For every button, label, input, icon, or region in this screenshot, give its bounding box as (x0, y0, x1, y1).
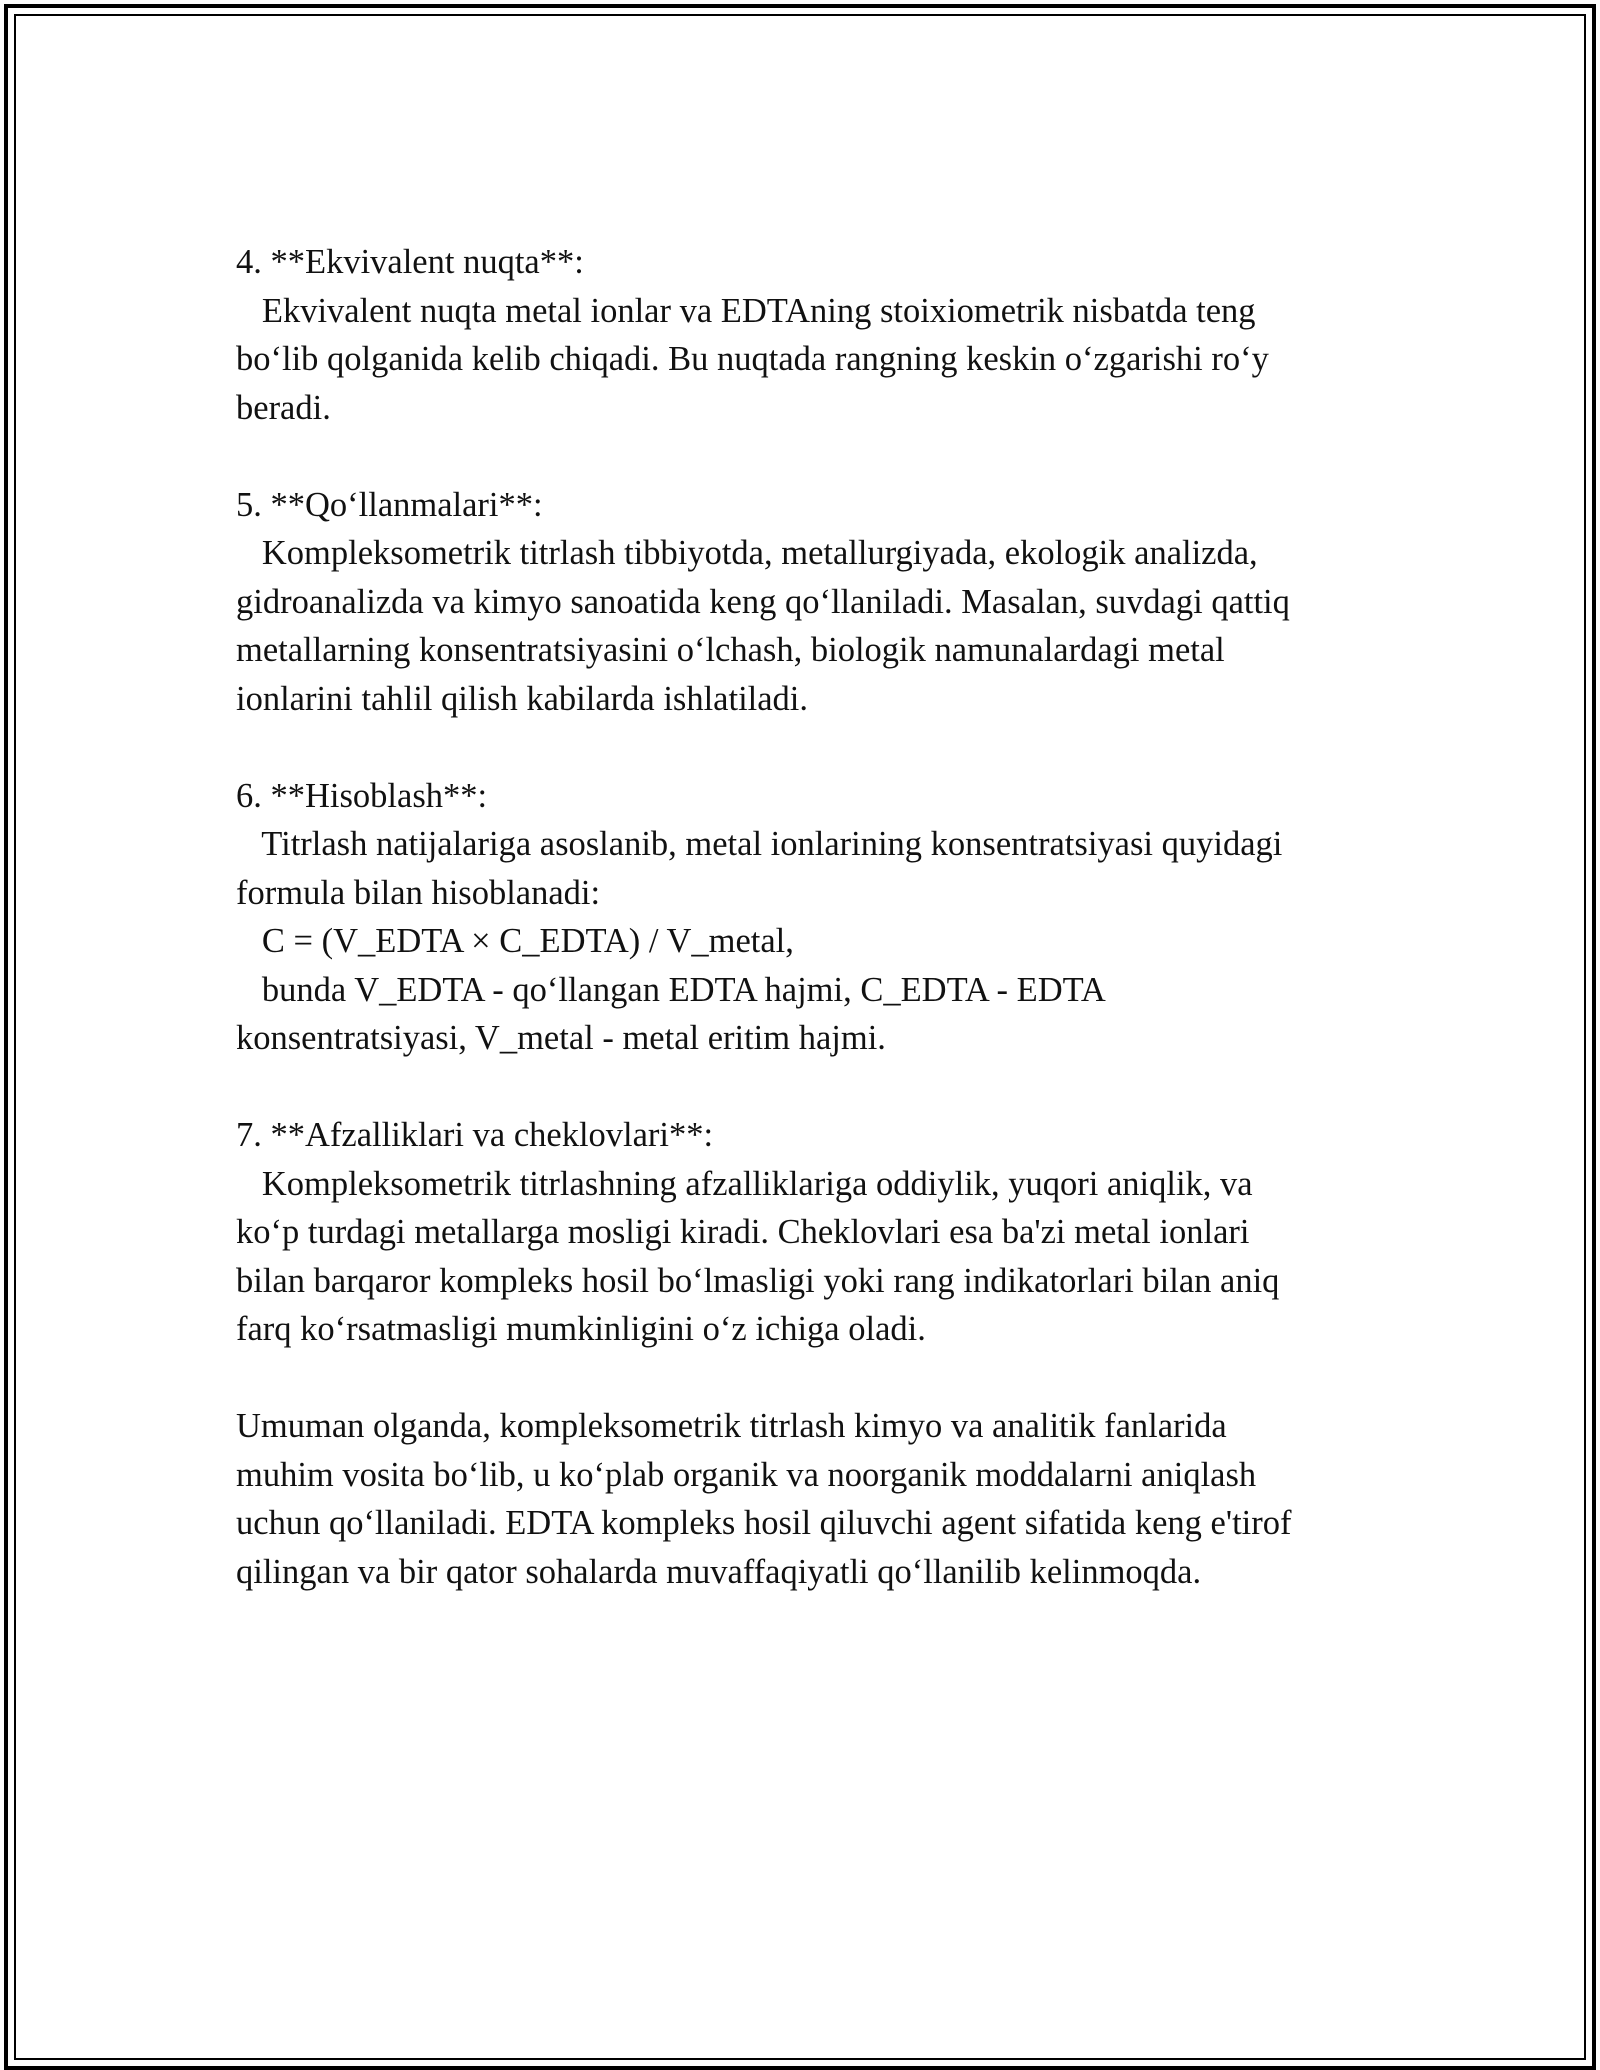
paragraph-line: muhim vosita bo‘lib, u ko‘plab organik va noorganik moddalarni aniqlash (236, 1455, 1257, 1494)
paragraph-line: konsentratsiyasi, V_metal - metal eritim hajmi. (236, 1019, 886, 1057)
formula-line: C = (V_EDTA × C_EDTA) / V_metal, (236, 922, 794, 960)
document-body (236, 238, 1386, 1645)
paragraph-line: Kompleksometrik titrlashning afzalliklariga oddiylik, yuqori aniqlik, va (236, 1164, 1253, 1203)
paragraph-line: gidroanalizda va kimyo sanoatida keng qo‘llaniladi. Masalan, suvdagi qattiq (236, 582, 1290, 621)
paragraph-line: bilan barqaror kompleks hosil bo‘lmasligi yoki rang indikatorlari bilan aniq (236, 1261, 1280, 1300)
section-ekvivalent-nuqta (236, 238, 1386, 432)
section-conclusion (236, 1402, 1386, 1596)
paragraph-line: uchun qo‘llaniladi. EDTA kompleks hosil qiluvchi agent sifatida keng e'tirof (236, 1504, 1292, 1542)
paragraph-line: bunda V_EDTA - qo‘llangan EDTA hajmi, C_EDTA - EDTA (236, 970, 1106, 1009)
section-heading: 7. **Afzalliklari va cheklovlari**: (236, 1116, 714, 1154)
paragraph-line: Umuman olganda, kompleksometrik titrlash kimyo va analitik fanlarida (236, 1407, 1227, 1445)
section-hisoblash (236, 772, 1386, 1063)
paragraph-line: Ekvivalent nuqta metal ionlar va EDTAning stoixiometrik nisbatda teng (236, 291, 1256, 330)
paragraph-line: ionlarini tahlil qilish kabilarda ishlatiladi. (236, 679, 809, 718)
paragraph-line: bo‘lib qolganida kelib chiqadi. Bu nuqtada rangning keskin o‘zgarishi ro‘y (236, 340, 1269, 378)
section-heading: 5. **Qo‘llanmalari**: (236, 485, 543, 524)
paragraph-line: qilingan va bir qator sohalarda muvaffaqiyatli qo‘llanilib kelinmoqda. (236, 1552, 1202, 1591)
paragraph-line: farq ko‘rsatmasligi mumkinligini o‘z ichiga oladi. (236, 1310, 926, 1348)
paragraph-line: metallarning konsentratsiyasini o‘lchash, biologik namunalardagi metal (236, 631, 1225, 669)
paragraph-line: Kompleksometrik titrlash tibbiyotda, metallurgiyada, ekologik analizda, (236, 534, 1258, 572)
section-afzalliklari (236, 1111, 1386, 1354)
section-qollanmalari (236, 481, 1386, 724)
paragraph-line: formula bilan hisoblanadi: (236, 873, 601, 912)
section-heading: 4. **Ekvivalent nuqta**: (236, 243, 584, 281)
paragraph-line: ko‘p turdagi metallarga mosligi kiradi. Cheklovlari esa ba'zi metal ionlari (236, 1213, 1250, 1251)
paragraph-line: beradi. (236, 388, 331, 427)
paragraph-line: Titrlash natijalariga asoslanib, metal ionlarining konsentratsiyasi quyidagi (236, 825, 1283, 863)
section-heading: 6. **Hisoblash**: (236, 776, 488, 815)
